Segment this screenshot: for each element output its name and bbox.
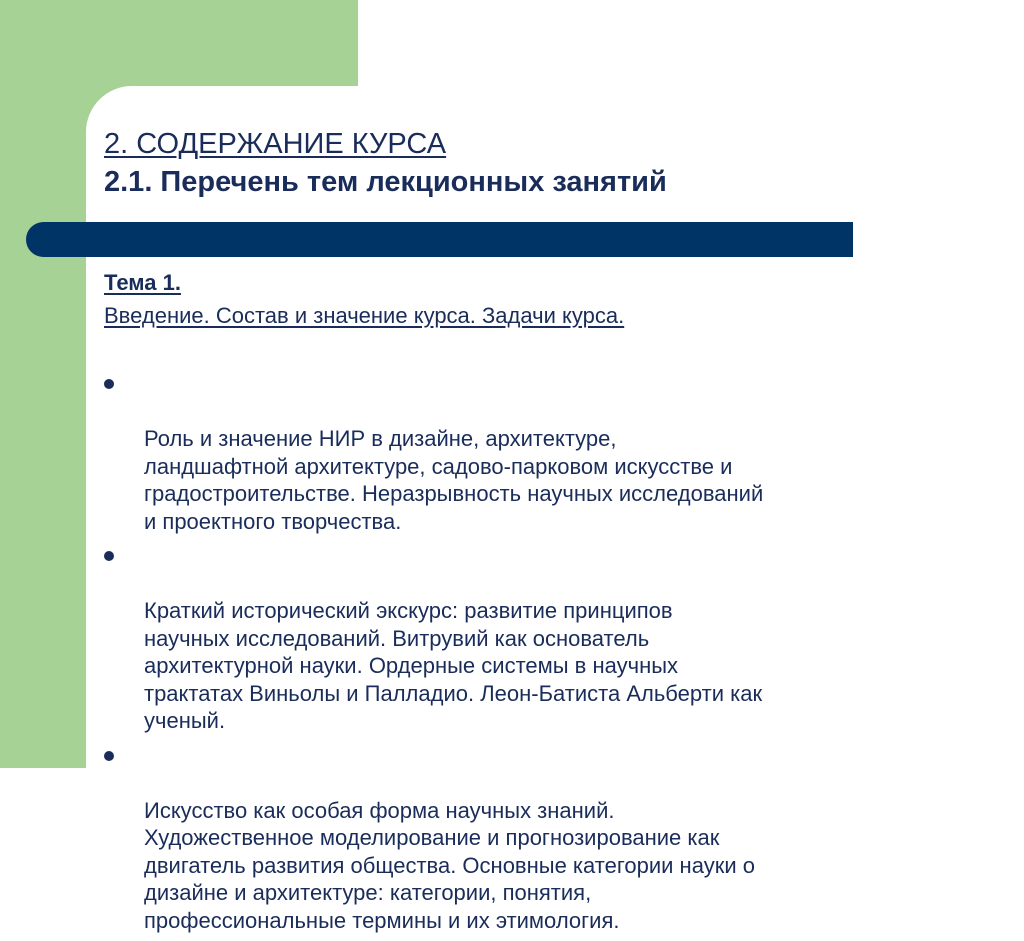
list-item bbox=[104, 370, 984, 535]
divider-bar bbox=[26, 222, 853, 257]
content-list bbox=[104, 370, 984, 941]
list-item-text: Роль и значение НИР в дизайне, архитектуре, ландшафтной архитектуре, садово-парковом искусстве и градостроительстве. Неразрывность научных исследований и проектного творчества. bbox=[144, 426, 764, 534]
list-item bbox=[104, 542, 984, 735]
list-item bbox=[104, 742, 984, 935]
bullet-icon bbox=[104, 379, 114, 389]
topic-title: Введение. Состав и значение курса. Задачи курса. bbox=[104, 303, 625, 328]
list-item-text: Искусство как особая форма научных знаний. Художественное моделирование и прогнозирование как двигатель развития общества. Основные категории науки о дизайне и архитектуре: категории, понятия, профессиональные термины и их этимология. bbox=[144, 797, 755, 933]
slide-heading: 2. СОДЕРЖАНИЕ КУРСА bbox=[104, 128, 447, 160]
bullet-icon bbox=[104, 751, 114, 761]
slide-subheading: 2.1. Перечень тем лекционных занятий bbox=[104, 166, 667, 198]
bullet-icon bbox=[104, 551, 114, 561]
topic-number: Тема 1. bbox=[104, 270, 181, 295]
list-item-text: Краткий исторический экскурс: развитие принципов научных исследований. Витрувий как основатель архитектурной науки. Ордерные системы в научных трактатах Виньолы и Палладио. Леон-Батиста Альберти как ученый. bbox=[144, 598, 763, 733]
